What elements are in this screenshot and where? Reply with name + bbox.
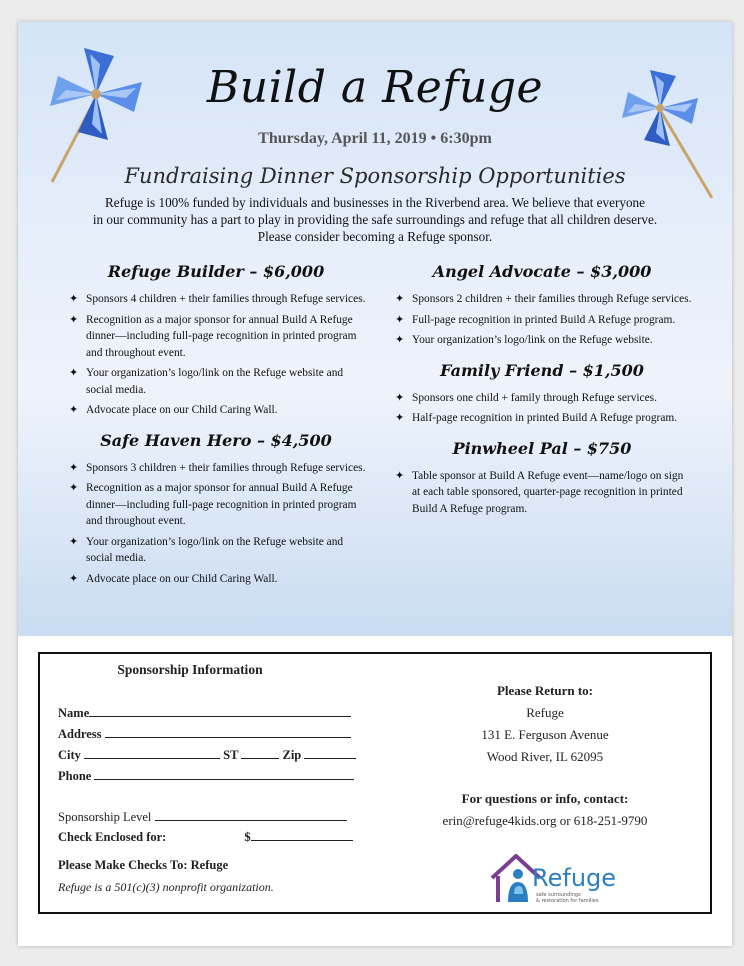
return-address: Please Return to: Refuge 131 E. Ferguson Avenue Wood River, IL 62095 [481, 683, 609, 764]
left-column [66, 262, 366, 599]
list-item: ✦ Advocate place on our Child Caring Wall. [69, 572, 278, 585]
level-title: Safe Haven Hero – $4,500 [100, 430, 332, 450]
logo-wordmark: Refuge [532, 864, 617, 892]
level-title: Refuge Builder – $6,000 [107, 262, 325, 281]
nonprofit-note: Refuge is a 501(c)(3) nonprofit organization. [58, 880, 274, 894]
checks-payable-text: Please Make Checks To: Refuge [58, 858, 229, 872]
contact-text[interactable]: erin@refuge4kids.org or 618-251-9790 [442, 813, 648, 828]
name-field[interactable]: Name [58, 704, 351, 721]
list-item: ✦ Your organization’s logo/link on the Refuge website and social media. [69, 535, 344, 564]
list-item: ✦ Sponsors one child + family through Refuge services. [395, 391, 657, 404]
list-item: ✦ Sponsors 3 children + their families through Refuge services. [69, 461, 366, 474]
list-item: ✦ Your organization’s logo/link on the Refuge website. [395, 334, 653, 346]
sponsorship-form [38, 652, 712, 914]
list-item: ✦ Table sponsor at Build A Refuge event—name/logo on sign at each table sponsored, quarter-page recognition in printed Build A Refuge program. [395, 469, 684, 515]
list-item: ✦ Full-page recognition in printed Build A Refuge program. [395, 313, 676, 326]
list-item: ✦ Advocate place on our Child Caring Wall. [69, 404, 278, 416]
list-item: ✦ Half-page recognition in printed Build A Refuge program. [395, 412, 678, 424]
check-amount-field[interactable]: Check Enclosed for: $ [58, 828, 353, 845]
city-field[interactable]: City ST Zip [58, 746, 356, 763]
event-date: Thursday, April 11, 2019 • 6:30pm [258, 130, 492, 147]
list-item: ✦ Sponsors 2 children + their families through Refuge services. [395, 293, 692, 305]
list-item: ✦ Your organization’s logo/link on the Refuge website and social media. [69, 367, 344, 396]
form-title: Sponsorship Information [117, 662, 263, 677]
list-item: ✦ Recognition as a major sponsor for annual Build A Refuge dinner—including full-page recognition in printed program and throughout event. [69, 313, 357, 359]
intro-text: Refuge is 100% funded by individuals and businesses in the Riverbend area. We believe that everyone in our community has a part to play in providing the safe surroundings and refuge that all children deserve. Please consider becoming a Refuge sponsor. [92, 195, 658, 244]
contact-info: For questions or info, contact: erin@refuge4kids.org or 618-251-9790 [410, 788, 680, 832]
level-family-friend [392, 361, 692, 427]
level-title: Pinwheel Pal – $750 [452, 438, 632, 458]
section-subtitle: Fundraising Dinner Sponsorship Opportunities [124, 164, 626, 188]
right-column [392, 262, 692, 529]
logo-tagline: safe surroundings [536, 892, 581, 898]
event-title: Build a Refuge [206, 62, 544, 113]
level-safe-haven-hero [66, 431, 366, 588]
address-field[interactable]: Address [58, 725, 351, 742]
flyer-page [18, 22, 732, 946]
list-item: ✦ Sponsors 4 children + their families through Refuge services. [69, 293, 366, 305]
level-title: Family Friend – $1,500 [440, 360, 644, 380]
list-item: ✦ Recognition as a major sponsor for annual Build A Refuge dinner—including full-page recognition in printed program and throughout event. [69, 482, 357, 527]
level-angel-advocate [392, 262, 692, 349]
sponsorship-level-field[interactable]: Sponsorship Level [58, 808, 347, 825]
level-refuge-builder [66, 262, 366, 419]
phone-field[interactable]: Phone [58, 767, 354, 784]
level-title: Angel Advocate – $3,000 [432, 262, 652, 281]
refuge-logo [486, 850, 636, 908]
logo-tagline: & restoration for families [536, 898, 599, 904]
level-pinwheel-pal [392, 439, 692, 518]
